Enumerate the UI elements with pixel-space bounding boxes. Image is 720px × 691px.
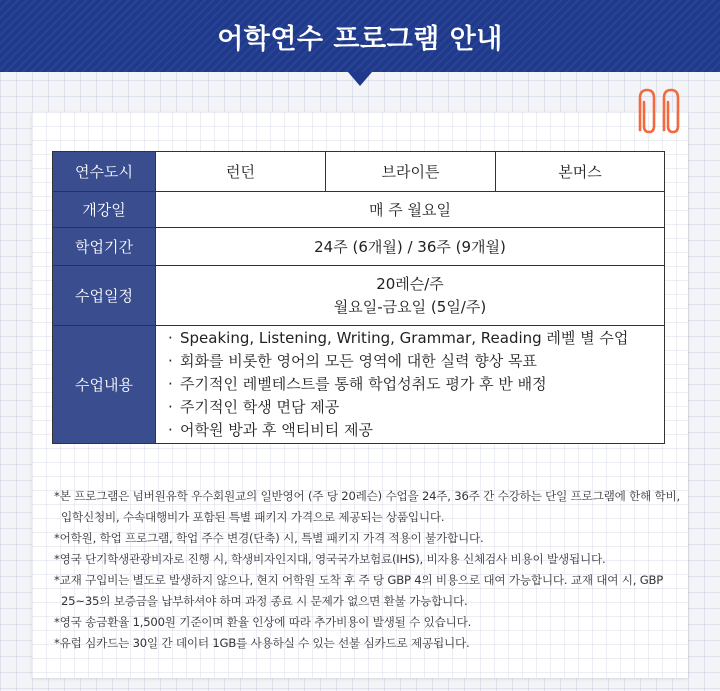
value-schedule <box>156 266 665 326</box>
footnote: *영국 단기학생관광비자로 진행 시, 학생비자인지대, 영국국가보험료(IHS), 비자용 신체검사 비용이 발생됩니다. <box>54 552 606 566</box>
footnote: *본 프로그램은 넘버원유학 우수회원교의 일반영어 (주 당 20레슨) 수업을 24주, 36주 간 수강하는 단일 프로그램에 한해 학비, 입학신청비, 수속대행비가 포함된 특별 패키지 가격으로 제공되는 상품입니다. <box>54 489 681 524</box>
value-content <box>156 326 665 444</box>
list-item: · 회화를 비롯한 영어의 모든 영역에 대한 실력 향상 목표 <box>168 352 537 370</box>
row-period <box>53 228 665 266</box>
row-city <box>53 152 665 192</box>
page-title: 어학연수 프로그램 안내 <box>217 23 503 55</box>
city-brighton: 브라이튼 <box>326 152 496 192</box>
footnote: *유럽 심카드는 30일 간 데이터 1GB를 사용하실 수 있는 선불 심카드로 제공됩니다. <box>54 636 470 650</box>
city-london: 런던 <box>156 152 326 192</box>
footnote: *교재 구입비는 별도로 발생하지 않으나, 현지 어학원 도착 후 주 당 GBP 4의 비용으로 대여 가능합니다. 교재 대여 시, GBP 25~35의 보증금을 납부하셔야 하며 과정 종료 시 문제가 없으면 환불 가능합니다. <box>54 573 664 608</box>
value-period: 24주 (6개월) / 36주 (9개월) <box>156 228 665 266</box>
banner-pointer <box>348 72 372 86</box>
paperclip-icon <box>630 86 690 146</box>
label-content: 수업내용 <box>53 326 156 444</box>
program-table <box>52 151 665 444</box>
label-schedule: 수업일정 <box>53 266 156 326</box>
footnote: *영국 송금환율 1,500원 기준이며 환율 인상에 따라 추가비용이 발생될 수 있습니다. <box>54 615 472 629</box>
schedule-line-1: 20레슨/주 <box>376 274 444 293</box>
row-content <box>53 326 665 444</box>
schedule-line-2: 월요일-금요일 (5일/주) <box>333 297 487 316</box>
list-item: · 주기적인 레벨테스트를 통해 학업성취도 평가 후 반 배정 <box>168 375 547 393</box>
row-schedule <box>53 266 665 326</box>
list-item: · Speaking, Listening, Writing, Grammar, Reading 레벨 별 수업 <box>168 329 629 347</box>
label-period: 학업기간 <box>53 228 156 266</box>
footnote: *어학원, 학업 프로그램, 학업 주수 변경(단축) 시, 특별 패키지 가격 적용이 불가합니다. <box>54 531 484 545</box>
label-city: 연수도시 <box>53 152 156 192</box>
city-bournemouth: 본머스 <box>496 152 665 192</box>
list-item: · 주기적인 학생 면담 제공 <box>168 398 340 416</box>
header-banner <box>0 0 720 72</box>
label-start: 개강일 <box>53 192 156 228</box>
row-start <box>53 192 665 228</box>
list-item: · 어학원 방과 후 액티비티 제공 <box>168 421 373 439</box>
footnotes <box>54 486 686 654</box>
content-list <box>156 327 664 442</box>
value-start: 매 주 월요일 <box>156 192 665 228</box>
